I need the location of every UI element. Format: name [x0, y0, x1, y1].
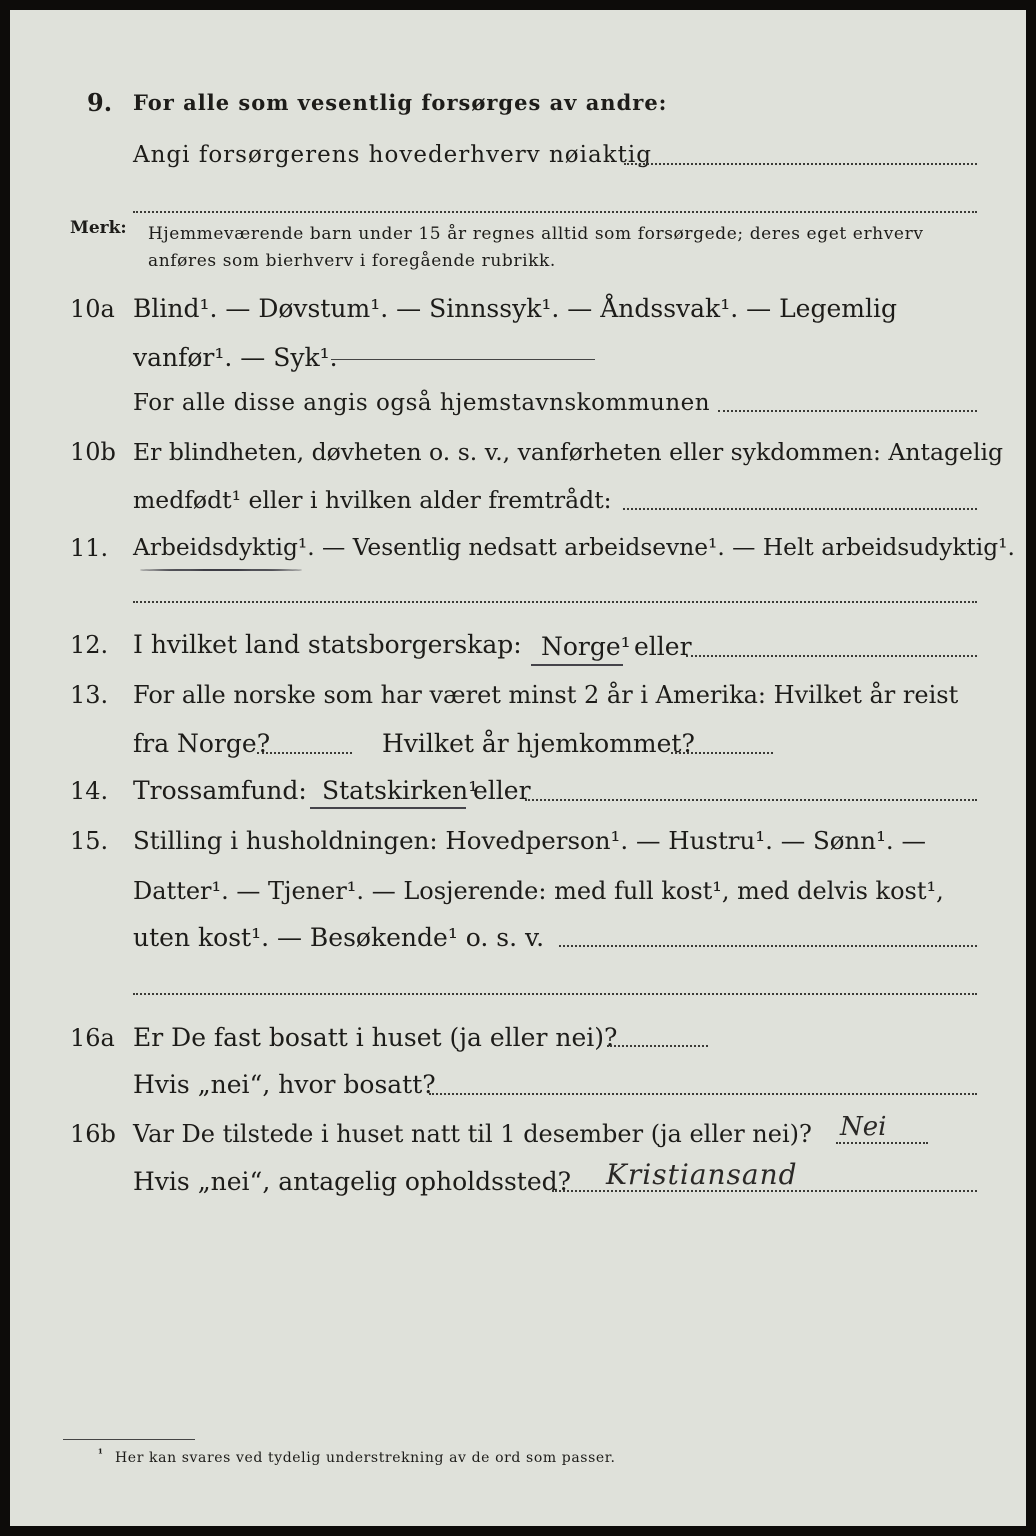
q15-answer-line [559, 945, 977, 947]
q9-answer-line [624, 163, 977, 165]
q13-hjem-line [671, 752, 773, 754]
q13-number: 13. [70, 681, 109, 709]
q10a-number: 10a [70, 295, 115, 323]
q11-number: 11. [70, 534, 109, 562]
q14-line-1: Trossamfund: [133, 776, 307, 805]
q16b-line-2: Hvis „nei“, antagelig opholdssted? [133, 1167, 572, 1196]
q13-line-2a: fra Norge? [133, 729, 271, 758]
q12-selection-underline [531, 664, 623, 666]
q11-answer-line [133, 601, 977, 603]
q10a-syk-line [331, 359, 595, 360]
footnote-mark: ¹ [98, 1447, 103, 1460]
q15-answer-line-2 [133, 993, 977, 995]
merk-text-2: anføres som bierhverv i foregående rubrikk. [148, 251, 556, 271]
q15-line-1: Stilling i husholdningen: Hovedperson¹. — Hustru¹. — Sønn¹. — [133, 826, 926, 855]
q16a-answer-line [607, 1045, 708, 1047]
q13-reist-line [257, 752, 352, 754]
q16a-line-1: Er De fast bosatt i huset (ja eller nei)? [133, 1023, 618, 1052]
footnote-text: Her kan svares ved tydelig understrekning av de ord som passer. [115, 1450, 616, 1466]
q14-statskirken: Statskirken¹ [322, 776, 479, 805]
q16b-opholdssted-line [552, 1190, 977, 1192]
q10a-line-1: Blind¹. — Døvstum¹. — Sinnssyk¹. — Åndssvak¹. — Legemlig [133, 294, 897, 323]
q16b-handwritten-answer-2: Kristiansand [606, 1158, 798, 1191]
merk-label: Merk: [70, 218, 127, 238]
q10b-answer-line [623, 508, 977, 510]
q16a-line-2: Hvis „nei“, hvor bosatt? [133, 1070, 436, 1099]
q9-heading: For alle som vesentlig forsørges av andre: [133, 90, 668, 115]
q16b-handwritten-answer-1: Nei [840, 1112, 887, 1142]
q14-number: 14. [70, 777, 109, 805]
q16a-number: 16a [70, 1024, 115, 1052]
q16b-line-1: Var De tilstede i huset natt til 1 desember (ja eller nei)? [133, 1120, 812, 1148]
q11-line-1: Arbeidsdyktig¹. — Vesentlig nedsatt arbeidsevne¹. — Helt arbeidsudyktig¹. [133, 534, 1015, 561]
q13-line-1: For alle norske som har været minst 2 år i Amerika: Hvilket år reist [133, 681, 959, 709]
q16b-number: 16b [70, 1120, 116, 1148]
q15-line-2: Datter¹. — Tjener¹. — Losjerende: med full kost¹, med delvis kost¹, [133, 877, 944, 905]
q12-norge: Norge¹ [541, 632, 631, 661]
q13-line-2b: Hvilket år hjemkommet? [382, 729, 695, 758]
q9-answer-line-2 [133, 211, 977, 213]
q12-number: 12. [70, 631, 109, 659]
q10a-line-3: For alle disse angis også hjemstavnskommunen [133, 390, 711, 416]
q15-line-3: uten kost¹. — Besøkende¹ o. s. v. [133, 923, 545, 952]
q12-line-1: I hvilket land statsborgerskap: [133, 630, 522, 659]
q14-selection-underline [310, 807, 466, 809]
q10a-answer-line [718, 410, 977, 412]
q11-selection-underline [140, 569, 302, 571]
q10b-number: 10b [70, 438, 116, 466]
q10b-line-2: medfødt¹ eller i hvilken alder fremtrådt: [133, 486, 612, 514]
q14-eller: eller [473, 776, 531, 805]
q12-eller: eller [634, 632, 692, 661]
q12-answer-line [686, 655, 977, 657]
q9-number: 9. [87, 88, 113, 117]
q14-answer-line [525, 799, 977, 801]
q10a-line-2: vanfør¹. — Syk¹. [133, 343, 338, 372]
q10b-line-1: Er blindheten, døvheten o. s. v., vanførheten eller sykdommen: Antagelig [133, 438, 1004, 466]
merk-text-1: Hjemmeværende barn under 15 år regnes alltid som forsørgede; deres eget erhverv [148, 224, 924, 244]
footnote-separator [63, 1439, 195, 1440]
q16b-answer-line [836, 1142, 928, 1144]
census-form-page [10, 10, 1026, 1526]
q9-instruction: Angi forsørgerens hovederhverv nøiaktig [133, 142, 652, 168]
q15-number: 15. [70, 827, 109, 855]
q16a-bosatt-line [429, 1093, 977, 1095]
